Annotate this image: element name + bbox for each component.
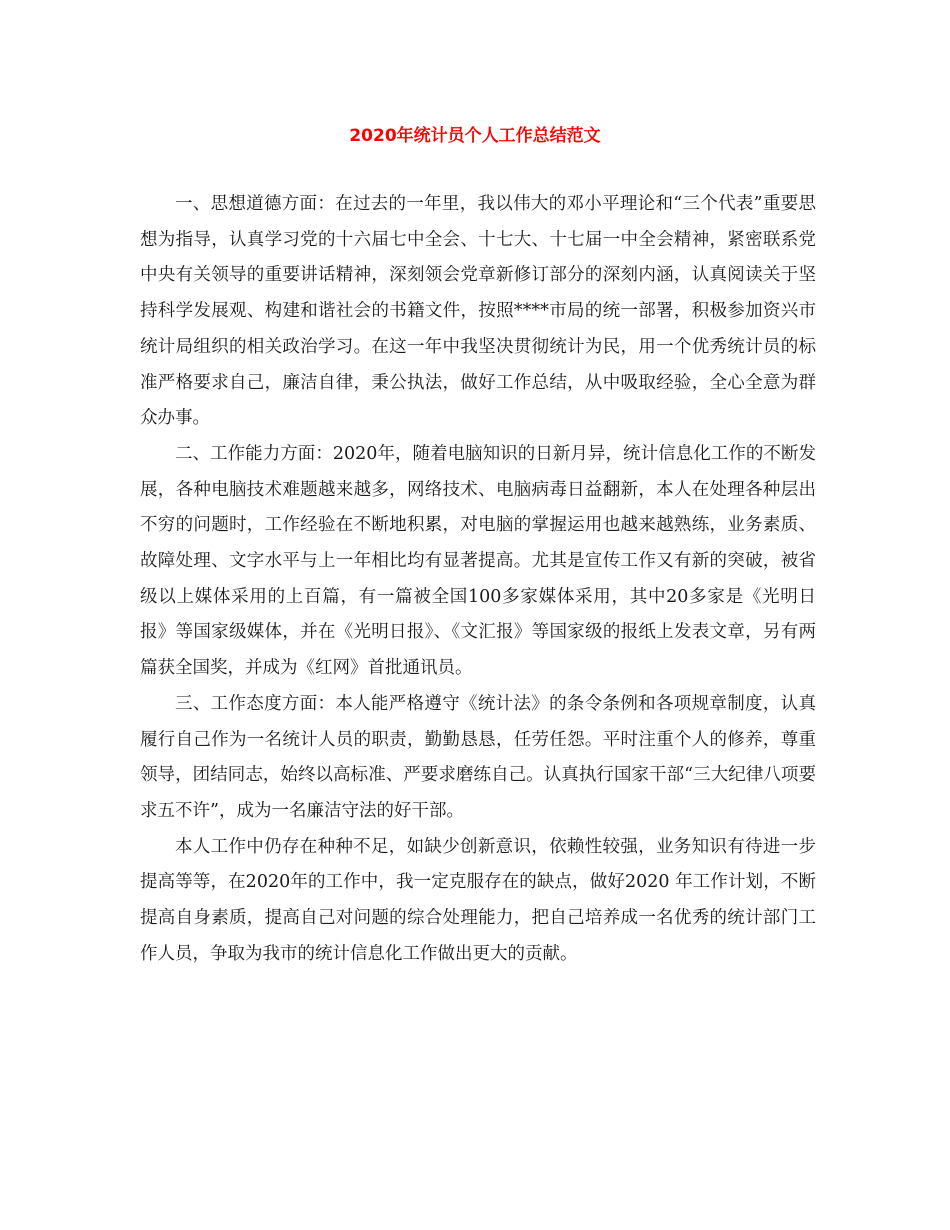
document-title: 2020年统计员个人工作总结范文 (349, 126, 601, 146)
paragraph-work-attitude: 三、工作态度方面：本人能严格遵守《统计法》的条令条例和各项规章制度，认真履行自己作为一名统计人员的职责，勤勤恳恳，任劳任怨。平时注重个人的修养，尊重领导，团结同志，始终以高标准、严要求磨练自己。认真执行国家干部“三大纪律八项要求五不许”，成为一名廉洁守法的好干部。 (140, 693, 816, 821)
document-body (140, 187, 816, 972)
paragraph-ideology: 一、思想道德方面：在过去的一年里，我以伟大的邓小平理论和“三个代表”重要思想为指导，认真学习党的十六届七中全会、十七大、十七届一中全会精神，紧密联系党中央有关领导的重要讲话精神，深刻领会党章新修订部分的深刻内涵，认真阅读关于坚持科学发展观、构建和谐社会的书籍文件，按照****市局的统一部署，积极参加资兴市统计局组织的相关政治学习。在这一年中我坚决贯彻统计为民，用一个优秀统计员的标准严格要求自己，廉洁自律，秉公执法，做好工作总结，从中吸取经验，全心全意为群众办事。 (140, 194, 816, 429)
paragraph-work-ability: 二、工作能力方面：2020年，随着电脑知识的日新月异，统计信息化工作的不断发展，各种电脑技术难题越来越多，网络技术、电脑病毒日益翻新，本人在处理各种层出不穷的问题时，工作经验在不断地积累，对电脑的掌握运用也越来越熟练，业务素质、故障处理、文字水平与上一年相比均有显著提高。尤其是宣传工作又有新的突破，被省级以上媒体采用的上百篇，有一篇被全国100多家媒体采用，其中20多家是《光明日报》等国家级媒体，并在《光明日报》、《文汇报》等国家级的报纸上发表文章，另有两篇获全国奖，并成为《红网》首批通讯员。 (140, 443, 816, 679)
paragraph-shortcomings: 本人工作中仍存在种种不足，如缺少创新意识，依赖性较强，业务知识有待进一步提高等等，在2020年的工作中，我一定克服存在的缺点，做好2020 年工作计划，不断提高自身素质，提高自己对问题的综合处理能力，把自己培养成一名优秀的统计部门工作人员，争取为我市的统计信息化工作做出更大的贡献。 (140, 836, 816, 964)
